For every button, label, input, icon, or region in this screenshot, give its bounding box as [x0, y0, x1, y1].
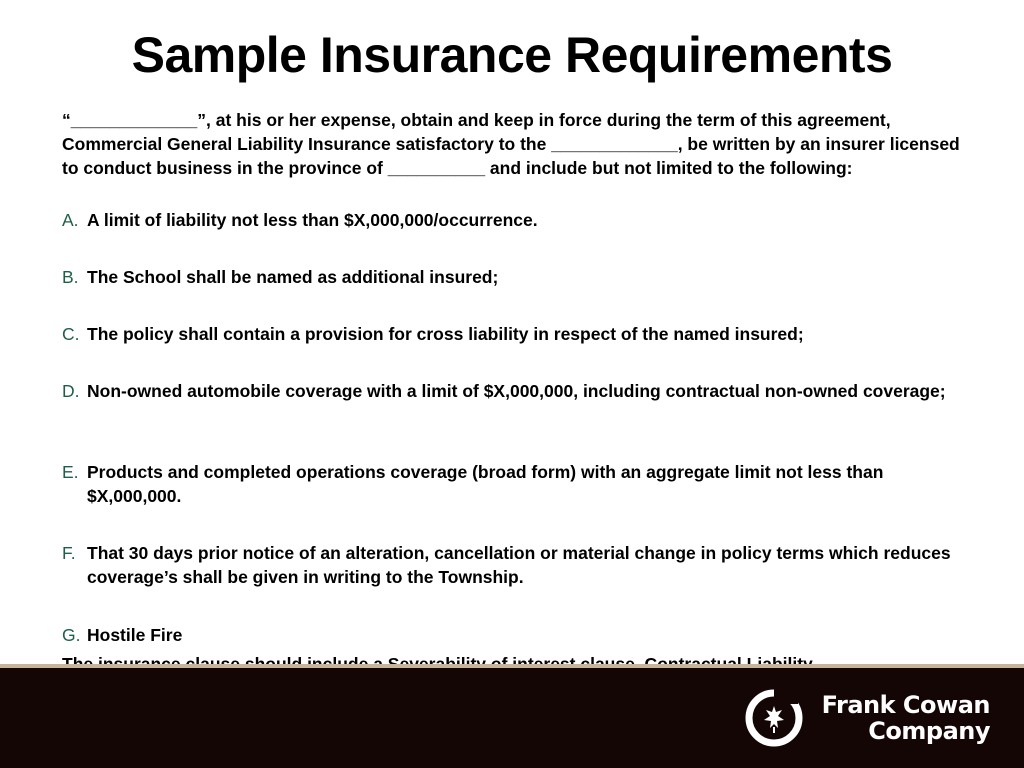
- list-item-letter: B.: [62, 267, 79, 287]
- list-item-text: That 30 days prior notice of an alteration, cancellation or material change in policy terms which reduces coverage’s shall be given in writing to the Township.: [87, 543, 951, 587]
- intro-paragraph: “_____________”, at his or her expense, obtain and keep in force during the term of this agreement, Commercial General Liability Insurance satisfactory to the _____________, be written by an insurer licensed to conduct business in the province of __________ and include but not limited to the following:: [62, 110, 960, 178]
- list-item: [62, 379, 972, 403]
- list-item-letter: E.: [62, 462, 79, 482]
- list-item: [62, 265, 972, 289]
- logo-text: [810, 692, 990, 744]
- list-item: [62, 322, 972, 346]
- list-item-text: Hostile Fire: [87, 625, 183, 645]
- list-item-letter: D.: [62, 381, 80, 401]
- list-item: [62, 623, 972, 647]
- list-item-text: Products and completed operations coverage (broad form) with an aggregate limit not less than $X,000,000.: [87, 462, 884, 506]
- list-item: [62, 460, 972, 508]
- list-item-letter: C.: [62, 324, 80, 344]
- logo-line-1: Frank Cowan: [821, 691, 990, 719]
- list-item-text: A limit of liability not less than $X,000,000/occurrence.: [87, 210, 538, 230]
- logo-line-2: Company: [868, 717, 990, 745]
- list-item-text: The policy shall contain a provision for cross liability in respect of the named insured;: [87, 324, 804, 344]
- list-item-text: The School shall be named as additional insured;: [87, 267, 499, 287]
- list-item: [62, 541, 972, 589]
- list-item-letter: A.: [62, 210, 79, 230]
- list-item-letter: F.: [62, 543, 76, 563]
- logo-mark-icon: [744, 684, 808, 748]
- company-logo: [744, 684, 994, 748]
- list-item-letter: G.: [62, 625, 81, 645]
- list-item-text: Non-owned automobile coverage with a limit of $X,000,000, including contractual non-owned coverage;: [87, 381, 946, 401]
- slide-title: Sample Insurance Requirements: [131, 27, 893, 83]
- list-item: [62, 208, 972, 232]
